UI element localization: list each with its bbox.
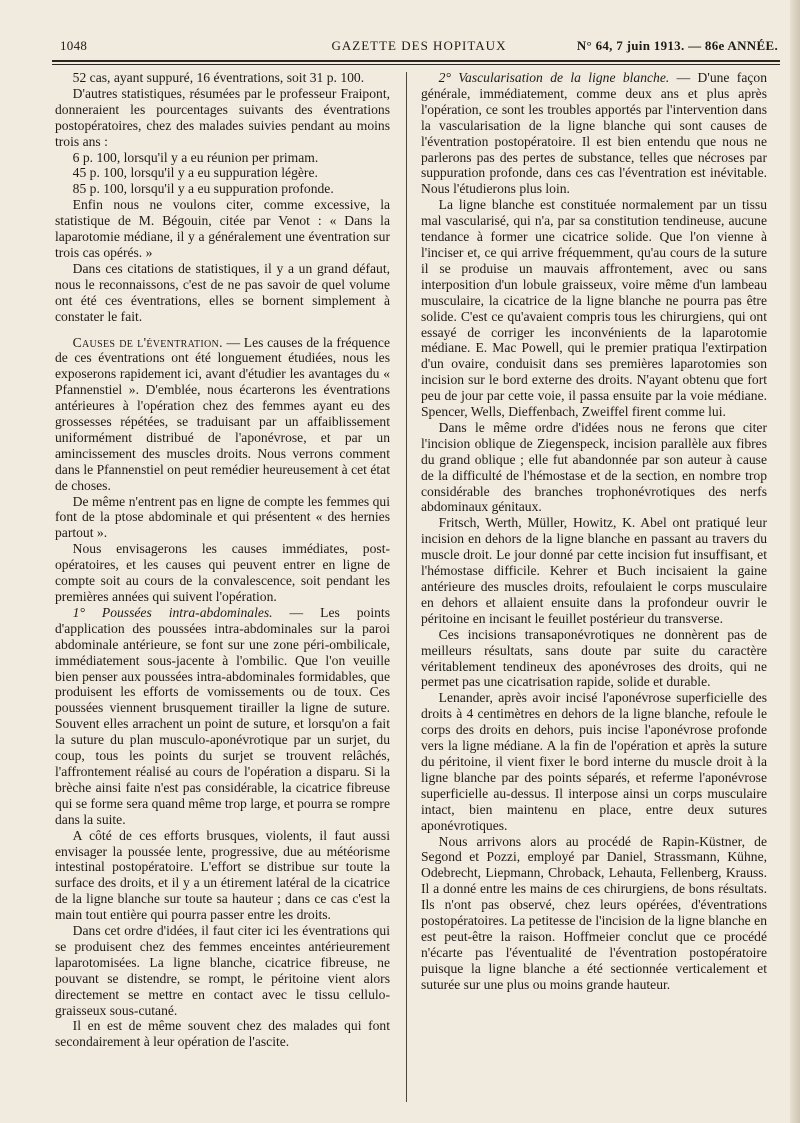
- paragraph: Enfin nous ne voulons citer, comme excessive, la statistique de M. Bégouin, citée par Venot : « Dans la laparotomie médiane, il y a généralement une éventration sur trois cas opérés. »: [55, 197, 390, 260]
- paragraph: D'autres statistiques, résumées par le professeur Fraipont, donneraient les pourcentages suivants des éventrations postopératoires, chez des malades suivies pendant au moins trois ans :: [55, 85, 390, 149]
- paragraph: Fritsch, Werth, Müller, Howitz, K. Abel ont pratiqué leur incision en dehors de la ligne blanche en passant au travers du muscle droit. Le jour donné par cette incision fut insuffisant, et l'hémostase difficile. Kehrer et Buch incisaient la gaine antérieure des muscles droits, refoulaient le corps musculaire en dehors et allaient ensuite dans la profondeur ouvrir le péritoine en incisant le feuillet postérieur du transverse.: [421, 515, 767, 626]
- paragraph: Nous envisagerons les causes immédiates, post-opératoires, et les causes qui peuvent entrer en ligne de compte soit au cours de la convalescence, soit pendant les premières années qui suivent l'opération.: [55, 541, 390, 604]
- paragraph: De même n'entrent pas en ligne de compte les femmes qui font de la ptose abdominale et qui présentent « des hernies partout ».: [55, 493, 390, 541]
- paragraph: A côté de ces efforts brusques, violents, il faut aussi envisager la poussée lente, progressive, due au météorisme intestinal postopératoire. L'effort se distribue sur toute la surface des droits, et il y a un étirement latéral de la cicatrice de la ligne blanche sur toute sa hauteur ; dans ce cas c'est la main tout entière qui pourra passer entre les droits.: [55, 827, 390, 923]
- header-rule-thick: [52, 60, 780, 62]
- journal-title: GAZETTE DES HOPITAUX: [331, 38, 507, 53]
- paragraph: La ligne blanche est constituée normalement par un tissu mal vascularisé, qui n'a, par sa constitution tendineuse, aucune tendance à former une cicatrice solide. Que l'on vienne à l'inciser et, ce qui arrive fréquemment, qu'au cours de la suture il se produise un mauvais affrontement, avec ou sans interposition d'un lobule graisseux, voire même d'un lambeau musculaire, la cicatrice de la ligne blanche ne pourra pas être solide. C'est ce qu'avaient compris tous les chirurgiens, qui ont essayé de corriger les inconvénients de la laparotomie médiane. E. Mac Powell, qui le premier pratiqua l'extirpation d'un ovaire, conduisit dans ses premières laparotomies son incision sur le bord externe des droits. N'ayant obtenu que fort peu de jour par cette voie, il passa ensuite par la voie médiane. Spencer, Wells, Dieffenbach, Zweiffel firent comme lui.: [421, 197, 767, 420]
- paragraph: Lenander, après avoir incisé l'aponévrose superficielle des droits à 4 centimètres en dehors de la ligne blanche, refoule le corps des droits en dehors, puis incise l'aponévrose profonde vers la ligne médiane. A la fin de l'opération et après la suture du péritoine, il vient fixer le bord interne du muscle droit à la ligne blanche par des points séparés, et referme l'aponévrose superficielle au-dessus. Il interpose ainsi un corps musculaire intact, bien maintenu en place, entre deux sutures aponévrotiques.: [421, 690, 767, 833]
- section-paragraph: [55, 335, 390, 494]
- issue-info: N° 64, 7 juin 1913. — 86e ANNÉE.: [576, 38, 778, 53]
- paragraph: 45 p. 100, lorsqu'il y a eu suppuration légère.: [72, 165, 318, 181]
- paragraph: 52 cas, ayant suppuré, 16 éventrations, soit 31 p. 100.: [72, 70, 365, 85]
- section-paragraph: [55, 605, 390, 828]
- subsection-heading-vascularisation: 2° Vascularisation de la ligne blanche.: [438, 70, 670, 85]
- paragraph: 6 p. 100, lorsqu'il y a eu réunion per primam.: [72, 149, 319, 165]
- subsection-heading-poussees: 1° Poussées intra-abdominales.: [72, 604, 273, 620]
- paragraph: Ces incisions transaponévrotiques ne donnèrent pas de meilleurs résultats, sans doute par suite du caractère véritablement tendineux des aponévroses des droits, qui ne permet pas une cicatrisation rapide, solide et durable.: [421, 626, 767, 690]
- section-text: — Les points d'application des poussées intra-abdominales sur la paroi abdominale antérieure, se font sur une zone péri-ombilicale, immédiatement sous-jacente à l'ombilic. Que l'on veuille bien penser aux poussées intra-abdominales formidables, que produisent les efforts de vomissements ou de toux. Ces poussées viennent brusquement tirailler la ligne de suture. Souvent elles arrachent un point de suture, et lorsqu'on a fait la suture du plan musculo-aponévrotique par un surjet, du coup, tous les points du surjet se trouvent relâchés, l'affrontement réalisé au cours de l'opération a disparu. Si la brèche ainsi faite n'est pas considérable, la cicatrice fibreuse qui se forme sera quand même trop large, et pourra se rompre dans la suite.: [55, 604, 390, 827]
- paragraph: Dans ces citations de statistiques, il y a un grand défaut, nous le reconnaissons, c'est de ne pas savoir de quel volume ont été ces éventrations, elles se bornent simplement à constater le fait.: [55, 260, 390, 324]
- page-edge-shadow: [790, 0, 800, 1123]
- paragraph: Il en est de même souvent chez des malades qui font secondairement à leur opération de l'ascite.: [55, 1018, 390, 1050]
- running-header: [60, 38, 778, 56]
- paragraph: 85 p. 100, lorsqu'il y a eu suppuration profonde.: [72, 181, 334, 197]
- section-text: — Les causes de la fréquence de ces éventrations ont été longuement étudiées, nous les exposerons rapidement ici, avant d'étudier les avantages du « Pfannenstiel ». D'emblée, nous écarterons les éventrations antérieures à l'opération chez des femmes ayant eu des grossesses répétées, se traduisant par un affaiblissement uniformément distribué de l'aponévrose, et par un amincissement des muscles droits. Nous verrons comment dans le Pfannenstiel on peut remédier heureusement à cet état de choses.: [55, 334, 390, 493]
- page-number: 1048: [60, 38, 88, 53]
- right-column: [421, 70, 767, 1110]
- left-column: [55, 70, 390, 1110]
- section-text: — D'une façon générale, immédiatement, comme deux ans et plus après l'opération, ce sont les troubles apportés par l'intervention dans la vascularisation de la ligne blanche qui sont causes de l'éventration postopératoire. Il est bien entendu que nous ne parlerons pas des pertes de substance, telles que nécroses par suppuration profonde, dans ces cas l'éventration est inévitable. Nous l'étudierons plus loin.: [421, 70, 767, 197]
- header-rule-thin: [52, 64, 780, 65]
- section-heading-causes: Causes de l'éventration.: [72, 334, 223, 350]
- paragraph: Nous arrivons alors au procédé de Rapin-Küstner, de Segond et Pozzi, employé par Daniel, Strassmann, Kühne, Odebrecht, Liepmann, Chroback, Lehauta, Fellenberg, Krauss. Il a donné entre les mains de ces chirurgiens, de bons résultats. Ils n'ont pas observé, chez leurs opérées, d'éventrations postopératoires. La petitesse de l'incision de la ligne blanche en est peut-être la raison. Hoffmeier conclut que ce procédé n'écarte pas l'éventualité de l'éventration postopératoire puisque la ligne blanche a été sectionnée verticalement et suturée sur une plus ou moins grande hauteur.: [421, 833, 767, 992]
- column-divider: [406, 72, 407, 1102]
- paragraph: Dans le même ordre d'idées nous ne ferons que citer l'incision oblique de Ziegenspeck, incision parallèle aux fibres du grand oblique ; elle fut abandonnée par son auteur à cause de la difficulté de l'hémostase et de la section, en nombre trop considérable des branches trophonévrotiques des nerfs abdominaux génitaux.: [421, 419, 767, 515]
- paragraph: Dans cet ordre d'idées, il faut citer ici les éventrations qui se produisent chez des femmes enceintes antérieurement laparotomisées. La ligne blanche, cicatrice fibreuse, ne pouvant se distendre, se rompt, le péritoine vient alors directement se mettre en contact avec le tissu cellulo-graisseux sous-cutané.: [55, 923, 390, 1018]
- section-paragraph: [421, 70, 767, 197]
